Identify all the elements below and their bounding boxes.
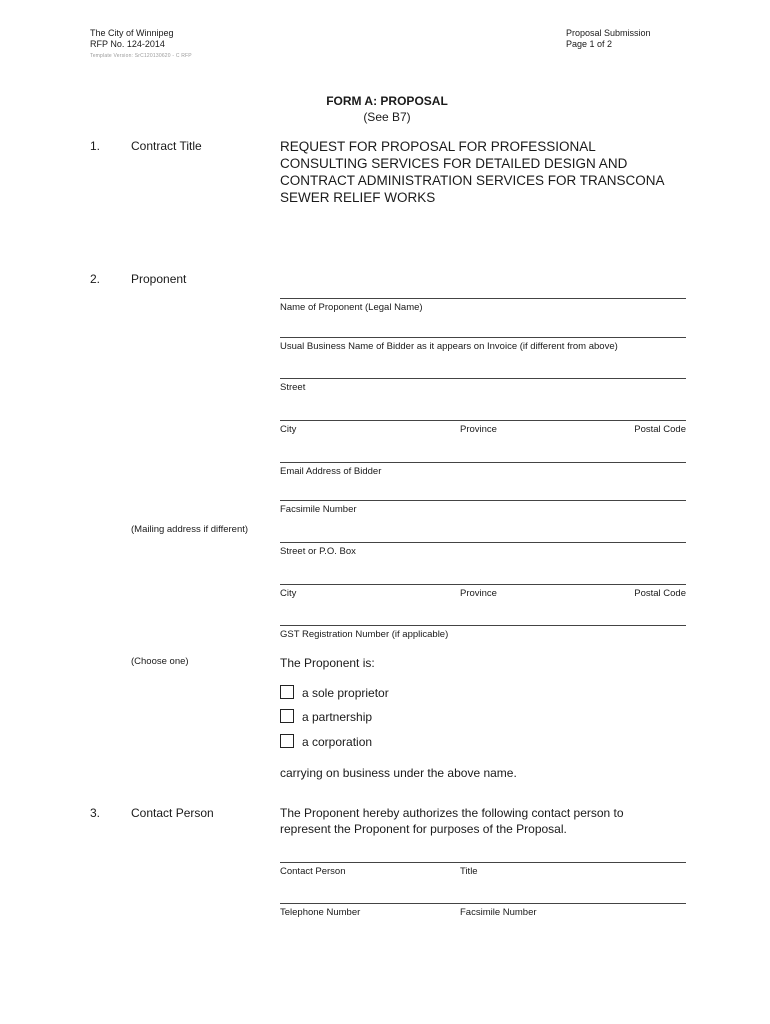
contract-title-line: CONSULTING SERVICES FOR DETAILED DESIGN AND bbox=[280, 156, 628, 171]
sole-proprietor-label: a sole proprietor bbox=[302, 686, 389, 700]
carrying-on-business-text: carrying on business under the above name. bbox=[280, 766, 517, 780]
contact-title-label: Title bbox=[460, 866, 478, 877]
postal-code-label: Postal Code bbox=[634, 424, 686, 435]
contract-title bbox=[280, 138, 700, 206]
city-label: City bbox=[280, 424, 297, 435]
contract-title-line: REQUEST FOR PROPOSAL FOR PROFESSIONAL bbox=[280, 139, 596, 154]
header-org: The City of Winnipeg bbox=[90, 28, 174, 38]
contract-title-line: CONTRACT ADMINISTRATION SERVICES FOR TRANSCONA bbox=[280, 173, 665, 188]
template-version: Template Version: SrC120130620 - C RFP bbox=[90, 53, 192, 59]
header-left bbox=[90, 28, 174, 50]
proponent-name-label: Name of Proponent (Legal Name) bbox=[280, 302, 423, 313]
section-3-label: Contact Person bbox=[131, 806, 214, 820]
proponent-name-line[interactable] bbox=[280, 298, 686, 299]
province-label: Province bbox=[460, 424, 497, 435]
corporation-checkbox[interactable] bbox=[280, 734, 294, 748]
choose-one-note: (Choose one) bbox=[131, 656, 189, 667]
fax-label: Facsimile Number bbox=[280, 504, 357, 515]
business-name-label: Usual Business Name of Bidder as it appears on Invoice (if different from above) bbox=[280, 341, 618, 352]
mailing-postal-label: Postal Code bbox=[634, 588, 686, 599]
contact-authorization-line: represent the Proponent for purposes of the Proposal. bbox=[280, 822, 567, 836]
business-name-line[interactable] bbox=[280, 337, 686, 338]
street-po-label: Street or P.O. Box bbox=[280, 546, 356, 557]
contact-fax-label: Facsimile Number bbox=[460, 907, 537, 918]
proponent-is-label: The Proponent is: bbox=[280, 656, 375, 670]
partnership-label: a partnership bbox=[302, 710, 373, 724]
city-province-postal-line[interactable] bbox=[280, 420, 686, 421]
section-1-number: 1. bbox=[90, 139, 101, 153]
contact-authorization-text bbox=[280, 805, 624, 837]
fax-line[interactable] bbox=[280, 500, 686, 501]
gst-label: GST Registration Number (if applicable) bbox=[280, 629, 449, 640]
gst-line[interactable] bbox=[280, 625, 686, 626]
email-label: Email Address of Bidder bbox=[280, 466, 382, 477]
mailing-address-note: (Mailing address if different) bbox=[131, 524, 249, 535]
section-3-number: 3. bbox=[90, 806, 101, 820]
header-rfp-number: RFP No. 124-2014 bbox=[90, 39, 165, 49]
header-right bbox=[566, 28, 651, 50]
header-doc-type: Proposal Submission bbox=[566, 28, 651, 38]
header-page-number: Page 1 of 2 bbox=[566, 39, 613, 49]
sole-proprietor-checkbox[interactable] bbox=[280, 685, 294, 699]
contact-person-line[interactable] bbox=[280, 862, 686, 863]
telephone-line[interactable] bbox=[280, 903, 686, 904]
mailing-city-line[interactable] bbox=[280, 584, 686, 585]
section-1-label: Contract Title bbox=[131, 139, 202, 153]
street-line[interactable] bbox=[280, 378, 686, 379]
section-2-number: 2. bbox=[90, 272, 101, 286]
street-po-line[interactable] bbox=[280, 542, 686, 543]
partnership-checkbox[interactable] bbox=[280, 709, 294, 723]
contract-title-line: SEWER RELIEF WORKS bbox=[280, 190, 436, 205]
contact-person-label: Contact Person bbox=[280, 866, 346, 877]
telephone-label: Telephone Number bbox=[280, 907, 361, 918]
mailing-city-label: City bbox=[280, 588, 297, 599]
form-title: FORM A: PROPOSAL bbox=[326, 94, 448, 108]
mailing-province-label: Province bbox=[460, 588, 497, 599]
email-line[interactable] bbox=[280, 462, 686, 463]
corporation-label: a corporation bbox=[302, 735, 373, 749]
street-label: Street bbox=[280, 382, 306, 393]
form-subtitle: (See B7) bbox=[363, 110, 411, 124]
contact-authorization-line: The Proponent hereby authorizes the following contact person to bbox=[280, 806, 624, 820]
section-2-label: Proponent bbox=[131, 272, 187, 286]
